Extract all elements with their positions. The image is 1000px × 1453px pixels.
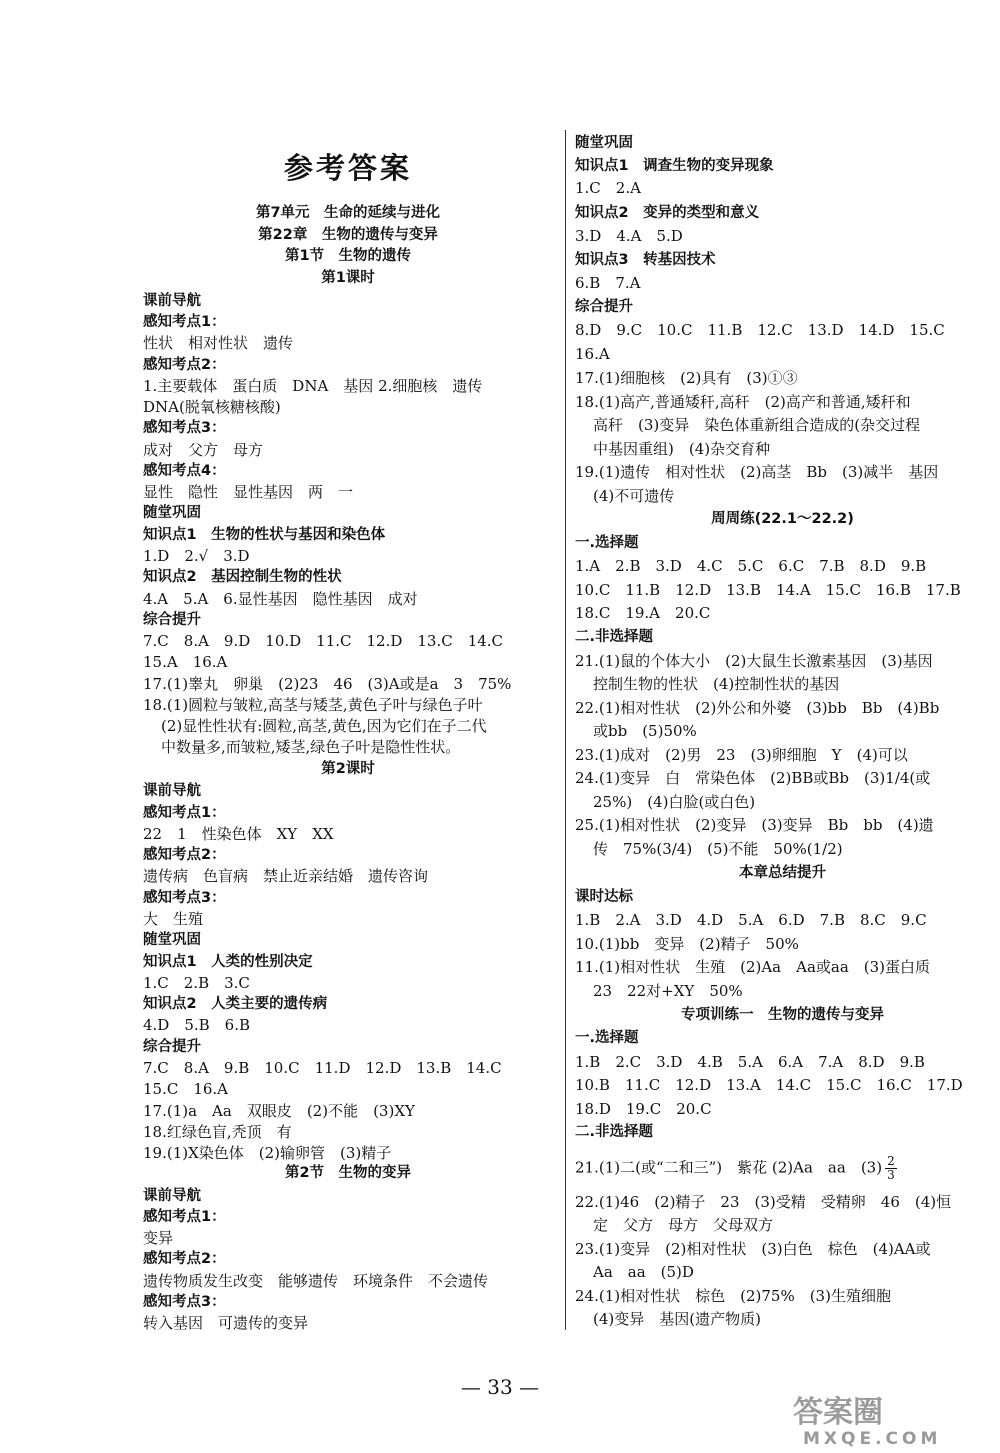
section-heading: 感知考点3： bbox=[143, 890, 226, 906]
answer-line: 转入基因 可遗传的变异 bbox=[143, 1314, 309, 1332]
answer-line: (4)不可遗传 bbox=[593, 487, 675, 505]
answer-line: 变异 bbox=[143, 1229, 174, 1247]
section-heading: 感知考点1： bbox=[143, 1209, 226, 1225]
answer-line: 15.C 16.A bbox=[143, 1080, 229, 1098]
fraction-numerator: 2 bbox=[887, 1154, 895, 1168]
answer-line: 25%) (4)白脸(或白色) bbox=[593, 793, 756, 811]
section-heading: 知识点2 变异的类型和意义 bbox=[575, 205, 760, 221]
page-number: — 33 — bbox=[460, 1375, 540, 1399]
section-heading: 一.选择题 bbox=[575, 535, 639, 551]
answer-line: 或bb (5)50% bbox=[593, 722, 697, 740]
section-heading: 综合提升 bbox=[143, 1039, 201, 1055]
answer-line: 18.(1)圆粒与皱粒,高茎与矮茎,黄色子叶与绿色子叶 bbox=[143, 696, 483, 714]
section-heading: 第22章 生物的遗传与变异 bbox=[258, 227, 438, 243]
section-heading: 第1课时 bbox=[321, 270, 375, 286]
section-heading: 课时达标 bbox=[575, 889, 633, 905]
section-heading: 第2课时 bbox=[321, 761, 375, 777]
fraction bbox=[885, 1155, 897, 1182]
answer-line: 10.B 11.C 12.D 13.A 14.C 15.C 16.C 17.D bbox=[575, 1076, 963, 1094]
answer-line: 23.(1)变异 (2)相对性状 (3)白色 棕色 (4)AA或 bbox=[575, 1240, 931, 1258]
answer-line: 遗传物质发生改变 能够遗传 环境条件 不会遗传 bbox=[143, 1272, 489, 1290]
answer-line: 1.D 2.√ 3.D bbox=[143, 547, 250, 565]
answer-line: 控制生物的性状 (4)控制性状的基因 bbox=[593, 675, 840, 693]
answer-line: 18.C 19.A 20.C bbox=[575, 604, 711, 622]
answer-line: 7.C 8.A 9.D 10.D 11.C 12.D 13.C 14.C bbox=[143, 632, 504, 650]
answer-line: 22.(1)46 (2)精子 23 (3)受精 受精卵 46 (4)恒 bbox=[575, 1193, 952, 1211]
section-heading: 周周练(22.1～22.2) bbox=[711, 511, 854, 527]
section-heading: 综合提升 bbox=[143, 612, 201, 628]
section-heading: 知识点3 转基因技术 bbox=[575, 252, 716, 268]
answer-line: 7.C 8.A 9.B 10.C 11.D 12.D 13.B 14.C bbox=[143, 1059, 502, 1077]
answer-line: 10.(1)bb 变异 (2)精子 50% bbox=[575, 935, 799, 953]
answer-line: 18.(1)高产,普通矮秆,高秆 (2)高产和普通,矮秆和 bbox=[575, 393, 911, 411]
section-heading: 感知考点1： bbox=[143, 805, 226, 821]
section-heading: 第7单元 生命的延续与进化 bbox=[255, 205, 441, 221]
section-heading: 课前导航 bbox=[143, 1188, 201, 1204]
answer-line: 23.(1)成对 (2)男 23 (3)卵细胞 Y (4)可以 bbox=[575, 746, 908, 764]
answer-line: 21.(1)鼠的个体大小 (2)大鼠生长激素基因 (3)基因 bbox=[575, 652, 933, 670]
section-heading: 本章总结提升 bbox=[739, 865, 826, 881]
section-heading: 感知考点2： bbox=[143, 357, 226, 373]
answer-line: 1.B 2.A 3.D 4.D 5.A 6.D 7.B 8.C 9.C bbox=[575, 911, 927, 929]
answer-line: 1.C 2.A bbox=[575, 179, 641, 197]
answer-line: 1.C 2.B 3.C bbox=[143, 974, 250, 992]
section-heading: 感知考点4： bbox=[143, 463, 226, 479]
answer-line: 成对 父方 母方 bbox=[143, 441, 264, 459]
answer-line: 17.(1)睾丸 卵巢 (2)23 46 (3)A或是a 3 75% bbox=[143, 675, 512, 693]
answer-line: 10.C 11.B 12.D 13.B 14.A 15.C 16.B 17.B bbox=[575, 581, 961, 599]
answer-line: 18.D 19.C 20.C bbox=[575, 1100, 712, 1118]
answer-line: 25.(1)相对性状 (2)变异 (3)变异 Bb bb (4)遗 bbox=[575, 816, 934, 834]
answer-line: 性状 相对性状 遗传 bbox=[143, 334, 294, 352]
watermark-logo bbox=[785, 1388, 980, 1448]
answer-line: 22 1 性染色体 XY XX bbox=[143, 825, 334, 843]
section-heading: 知识点2 人类主要的遗传病 bbox=[143, 996, 328, 1012]
section-heading: 第1节 生物的遗传 bbox=[284, 248, 412, 264]
section-heading: 第2节 生物的变异 bbox=[284, 1165, 412, 1181]
answer-line: 22.(1)相对性状 (2)外公和外婆 (3)bb Bb (4)Bb bbox=[575, 699, 940, 717]
section-heading: 二.非选择题 bbox=[575, 629, 654, 645]
answer-line: 中数量多,而皱粒,矮茎,绿色子叶是隐性性状。 bbox=[161, 738, 461, 756]
answer-line: 高秆 (3)变异 染色体重新组合造成的(杂交过程 bbox=[593, 416, 921, 434]
answer-line: 18.红绿色盲,秃顶 有 bbox=[143, 1123, 292, 1141]
watermark-top: 答案圈 bbox=[793, 1395, 883, 1430]
answer-line: DNA(脱氧核糖核酸) bbox=[143, 398, 281, 416]
answer-line: 中基因重组) (4)杂交育种 bbox=[593, 440, 771, 458]
answer-line: 1.B 2.C 3.D 4.B 5.A 6.A 7.A 8.D 9.B bbox=[575, 1053, 925, 1071]
section-heading: 二.非选择题 bbox=[575, 1124, 654, 1140]
section-heading: 随堂巩固 bbox=[575, 135, 633, 151]
answer-line: 遗传病 色盲病 禁止近亲结婚 遗传咨询 bbox=[143, 867, 429, 885]
watermark-bottom: MXQE.COM bbox=[803, 1429, 942, 1448]
section-heading: 感知考点3： bbox=[143, 1294, 226, 1310]
answer-line: 定 父方 母方 父母双方 bbox=[593, 1216, 774, 1234]
answer-line: 1.主要载体 蛋白质 DNA 基因 2.细胞核 遗传 bbox=[143, 377, 483, 395]
answer-line: 19.(1)遗传 相对性状 (2)高茎 Bb (3)减半 基因 bbox=[575, 463, 939, 481]
answer-line: 4.D 5.B 6.B bbox=[143, 1016, 251, 1034]
answer-line: 17.(1)a Aa 双眼皮 (2)不能 (3)XY bbox=[143, 1102, 415, 1120]
answer-line: 24.(1)相对性状 棕色 (2)75% (3)生殖细胞 bbox=[575, 1287, 891, 1305]
section-heading: 感知考点2： bbox=[143, 847, 226, 863]
fraction-denominator: 3 bbox=[887, 1168, 895, 1182]
answer-line: 17.(1)细胞核 (2)具有 (3)①③ bbox=[575, 369, 798, 387]
answer-line: 1.A 2.B 3.D 4.C 5.C 6.C 7.B 8.D 9.B bbox=[575, 557, 927, 575]
section-heading: 知识点1 调查生物的变异现象 bbox=[575, 158, 774, 174]
section-heading: 随堂巩固 bbox=[143, 932, 201, 948]
answer-line: 大 生殖 bbox=[143, 910, 204, 928]
answer-line-q21 bbox=[575, 1155, 897, 1182]
answer-line: (2)显性性状有:圆粒,高茎,黄色,因为它们在子二代 bbox=[161, 717, 487, 735]
section-heading: 课前导航 bbox=[143, 293, 201, 309]
section-heading: 随堂巩固 bbox=[143, 505, 201, 521]
answer-line: 24.(1)变异 白 常染色体 (2)BB或Bb (3)1/4(或 bbox=[575, 769, 931, 787]
section-heading: 综合提升 bbox=[575, 299, 633, 315]
section-heading: 知识点2 基因控制生物的性状 bbox=[143, 569, 342, 585]
q21-text: 21.(1)二(或“二和三”) 紫花 (2)Aa aa (3) bbox=[575, 1158, 883, 1177]
section-heading: 知识点1 生物的性状与基因和染色体 bbox=[143, 527, 386, 543]
answer-line: 传 75%(3/4) (5)不能 50%(1/2) bbox=[593, 840, 843, 858]
answer-line: 3.D 4.A 5.D bbox=[575, 227, 683, 245]
answer-line: 8.D 9.C 10.C 11.B 12.C 13.D 14.D 15.C bbox=[575, 321, 945, 339]
answer-line: 19.(1)X染色体 (2)输卵管 (3)精子 bbox=[143, 1144, 392, 1162]
column-divider bbox=[565, 130, 566, 1330]
section-heading: 感知考点3： bbox=[143, 420, 226, 436]
answer-line: 4.A 5.A 6.显性基因 隐性基因 成对 bbox=[143, 590, 418, 608]
section-heading: 知识点1 人类的性别决定 bbox=[143, 954, 313, 970]
answer-line: 11.(1)相对性状 生殖 (2)Aa Aa或aa (3)蛋白质 bbox=[575, 958, 931, 976]
section-heading: 一.选择题 bbox=[575, 1030, 639, 1046]
section-heading: 感知考点2： bbox=[143, 1251, 226, 1267]
answer-line: Aa aa (5)D bbox=[593, 1263, 694, 1281]
answer-line: 23 22对+XY 50% bbox=[593, 982, 743, 1000]
section-heading: 专项训练一 生物的遗传与变异 bbox=[681, 1007, 884, 1023]
answer-line: 16.A bbox=[575, 345, 610, 363]
answer-line: 15.A 16.A bbox=[143, 653, 228, 671]
answer-line: 参考答案 bbox=[283, 151, 412, 185]
answer-line: 显性 隐性 显性基因 两 一 bbox=[143, 483, 354, 501]
section-heading: 课前导航 bbox=[143, 783, 201, 799]
answer-line: 6.B 7.A bbox=[575, 274, 641, 292]
section-heading: 感知考点1： bbox=[143, 314, 226, 330]
answer-line: (4)变异 基因(遗产物质) bbox=[593, 1310, 761, 1328]
